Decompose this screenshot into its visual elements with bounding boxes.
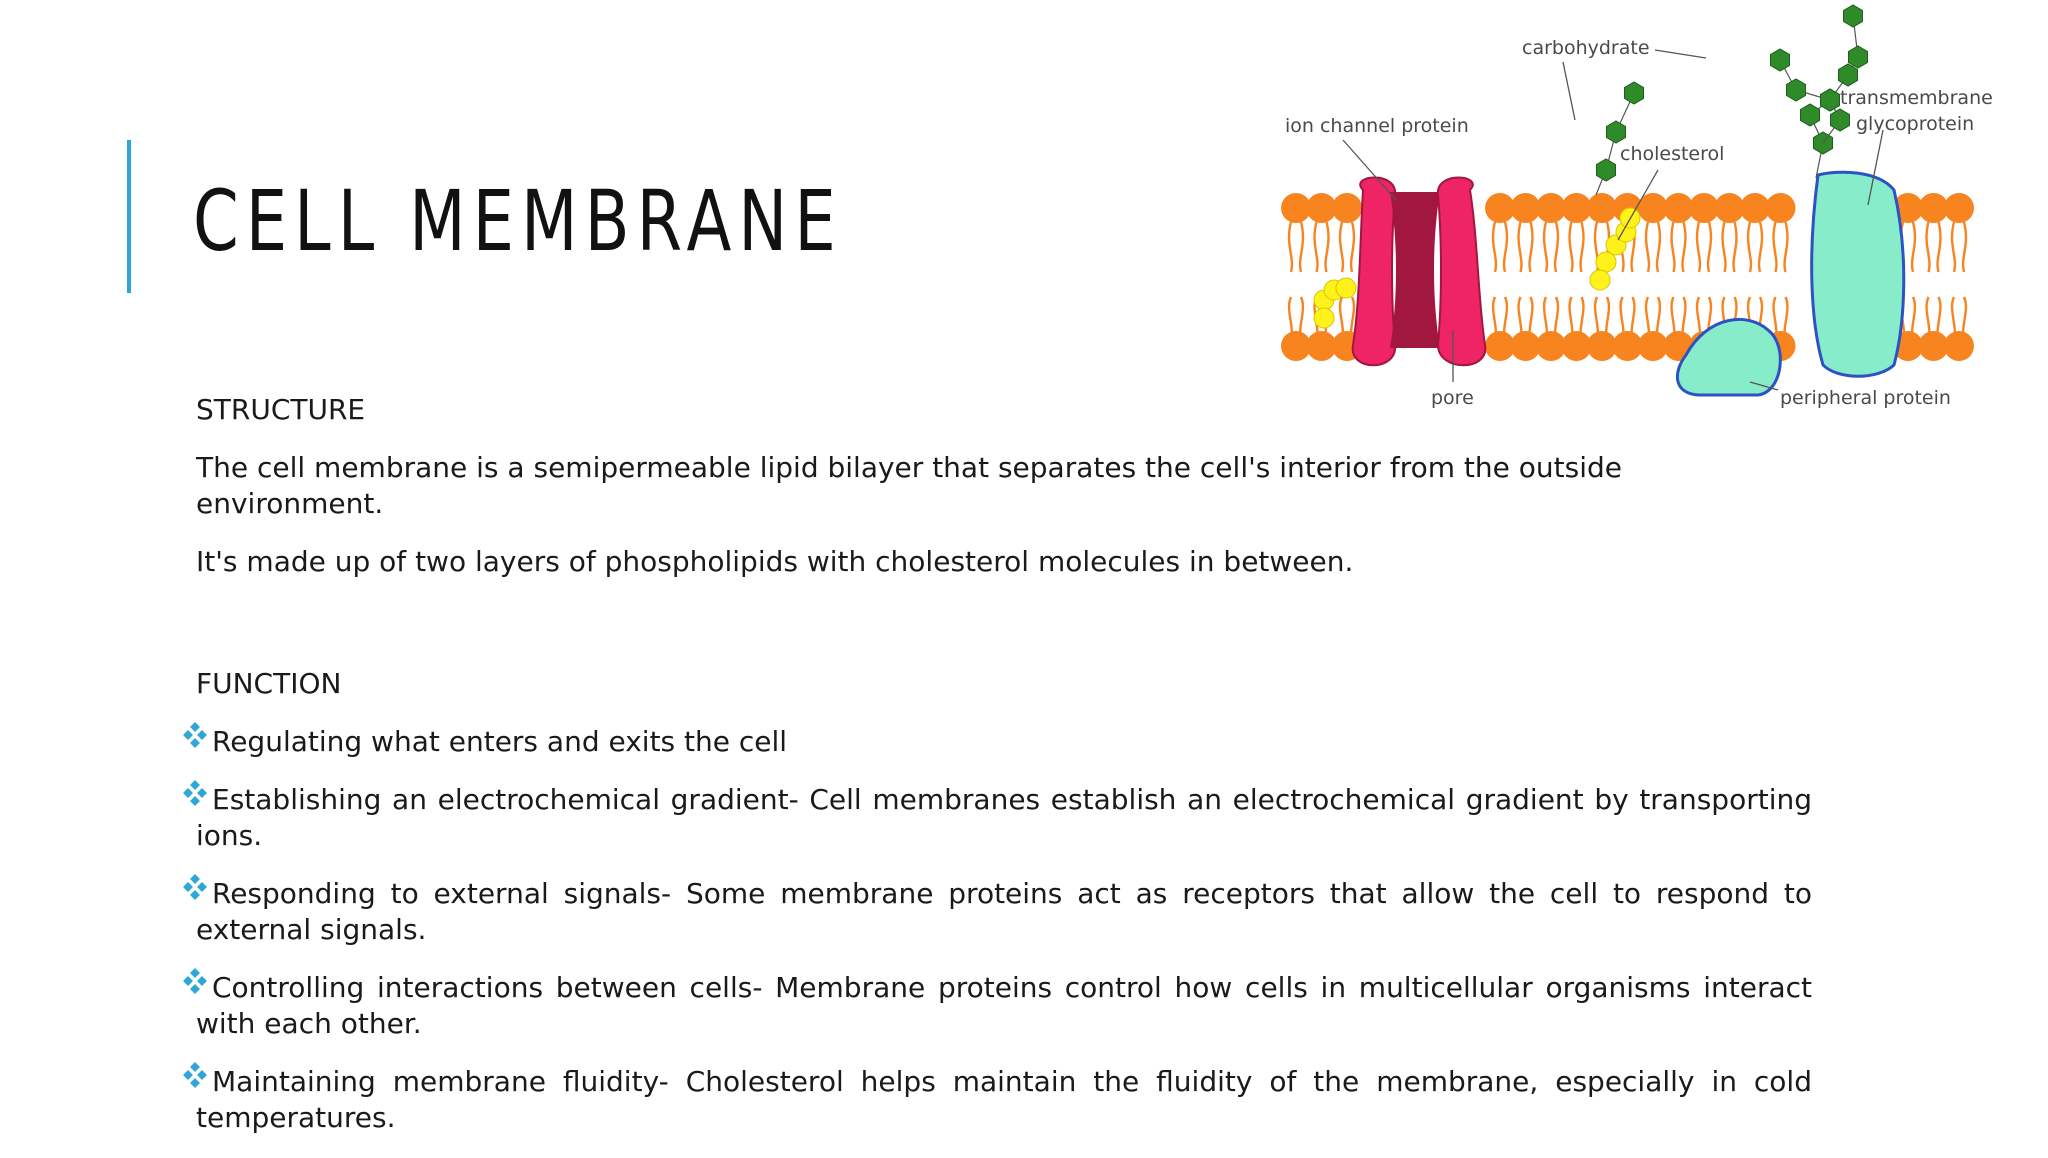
lipid-tail [1351,222,1354,272]
label-cholesterol: cholesterol [1620,143,1725,165]
lipid-tail [1683,222,1686,272]
diamond-dots-icon [182,780,208,806]
label-transmembrane-line1: transmembrane [1840,87,1993,109]
lipid-tail [1326,222,1329,272]
carbohydrate-unit [1787,79,1806,101]
diamond-dots-icon [182,968,208,994]
carbohydrate-unit [1839,64,1858,86]
lipid-tail [1708,222,1711,272]
structure-heading: STRUCTURE [196,393,366,426]
diamond-dots-icon [182,1062,208,1088]
function-bullet: Establishing an electrochemical gradient- Cell membranes establish an electrochemical gradient by transporting ions. [196,782,1812,854]
label-ion-channel-protein: ion channel protein [1285,115,1469,137]
lipid-head [1332,193,1362,223]
carbohydrate-chains [1596,5,1868,195]
cholesterol-ring [1336,278,1356,298]
function-bullet: Regulating what enters and exits the cell [196,724,1812,760]
lipid-tail [1544,222,1547,272]
lipid-head [1766,193,1796,223]
lipid-head [1944,331,1974,361]
lipid-tail [1697,222,1700,272]
slide-title: CELL MEMBRANE [193,172,843,270]
lipid-tail [1340,222,1343,272]
structure-paragraph-1: The cell membrane is a semipermeable lipid bilayer that separates the cell's interior from the outside environment. [196,451,1622,520]
cholesterol-ring [1590,270,1610,290]
function-bullet-list [196,724,1812,1136]
carbohydrate-unit [1597,159,1616,181]
lipid-tail [1734,222,1737,272]
lipid-tail [1963,222,1966,272]
cell-membrane-diagram [1278,0,1998,420]
lipid-tail [1927,222,1930,272]
lipid-tail [1723,222,1726,272]
lipid-tail [1519,222,1522,272]
lipid-tail [1581,222,1584,272]
carbohydrate-unit [1607,121,1626,143]
lipid-tail [1289,222,1292,272]
transmembrane-glycoprotein [1812,172,1904,376]
lipid-tail [1912,222,1915,272]
structure-paragraph-2: It's made up of two layers of phospholipids with cholesterol molecules in between. [196,545,1354,578]
lipid-tail [1493,222,1496,272]
function-heading: FUNCTION [196,667,342,700]
label-pore: pore [1431,387,1474,409]
lipid-tail [1646,222,1649,272]
lipid-tail [1759,222,1762,272]
diamond-dots-icon [182,722,208,748]
peripheral-protein [1677,319,1780,395]
label-peripheral-protein: peripheral protein [1780,387,1951,409]
ion-channel-pore-core [1390,192,1440,348]
lipid-head [1944,193,1974,223]
lipid-tail [1748,222,1751,272]
cholesterol-ring [1596,252,1616,272]
ion-channel-protein [1353,178,1486,366]
carbohydrate-unit [1771,49,1790,71]
lipid-tail [1952,222,1955,272]
cholesterol-ring [1314,308,1334,328]
ion-channel-right-half [1438,178,1485,366]
carbohydrate-unit [1821,89,1840,111]
carbohydrate-unit [1625,82,1644,104]
carbohydrate-unit [1801,104,1820,126]
function-bullet: Controlling interactions between cells- Membrane proteins control how cells in multicellular organisms interact with each other. [196,970,1812,1042]
carbohydrate-unit [1849,46,1868,68]
lipid-tail [1774,222,1777,272]
lipid-tail [1315,222,1318,272]
lipid-tail [1657,222,1660,272]
carbohydrate-unit [1844,5,1863,27]
slide-content [196,392,1812,1158]
title-accent-bar [127,140,131,293]
lipid-tail [1938,222,1941,272]
lipid-tail [1785,222,1788,272]
lipid-tail [1672,222,1675,272]
diamond-dots-icon [182,874,208,900]
label-carbohydrate: carbohydrate [1522,37,1650,59]
lipid-tail [1570,222,1573,272]
carbohydrate-unit [1831,109,1850,131]
lipid-tail [1300,222,1303,272]
function-bullet: Maintaining membrane fluidity- Cholesterol helps maintain the fluidity of the membrane, especially in cold temperatures. [196,1064,1812,1136]
lipid-tail [1555,222,1558,272]
lipid-tail [1504,222,1507,272]
lipid-tail [1530,222,1533,272]
function-bullet: Responding to external signals- Some membrane proteins act as receptors that allow the cell to respond to external signals. [196,876,1812,948]
label-transmembrane-line2: glycoprotein [1856,113,1975,135]
